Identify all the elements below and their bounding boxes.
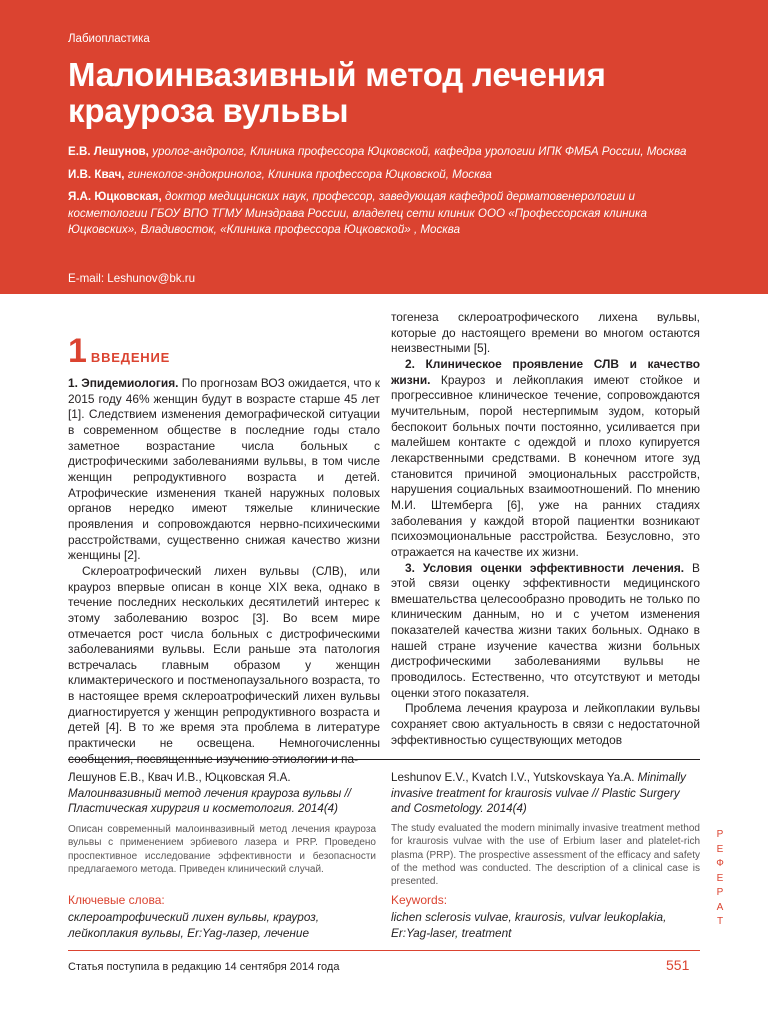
body-divider [68,759,700,760]
keywords-ru: склероатрофический лихен вульвы, крауроз, лейкоплакия вульвы, Er:Yag-лазер, лечение [68,910,320,940]
paragraph-clinical: 2. Клиническое проявление СЛВ и качество жизни. Крауроз и лейкоплакия имеют стойкое и прогрессивное клиническое течение, сопровождаются мучительным, порой нестерпимым зудом, который беспокоит больных почти постоянно, усиливается при малейшем контакте с одеждой и плохо купируется лекарственными средствами. В конечном итоге зуд становится причиной эмоциональных расстройств, нарушения социальных взаимоотношений. По мнению М.И. Штемберга [6], уже на ранних стадиях заболевания у каждой второй пациентки возникают психоэмоциональные расстройства. Безусловно, это отражается на качестве их жизни. [391,356,700,559]
paragraph-pathogenesis: тогенеза склероатрофического лихена вульвы, которые до настоящего времени во многом остаются неизвестными [5]. [391,310,700,356]
right-column [391,310,700,748]
article-header [0,0,768,294]
keywords-heading-en: Keywords: [391,893,448,907]
citation-en: Leshunov E.V., Kvatch I.V., Yutskovskaya Ya.A. Minimally invasive treatment for kraurosis vulvae // Plastic Surgery and Cosmetology. 2014(4) [391,771,686,815]
footer-divider [68,950,700,951]
article-title [68,57,708,129]
author-1: Е.В. Лешунов, уролог-андролог, Клиника профессора Юцковской, кафедра урологии ИПК ФМБА России, Москва [68,145,687,158]
paragraph-assessment: 3. Условия оценки эффективности лечения. В этой связи оценку эффективности медицинского вмешательства целесообразно проводить не только по клиническим данным, но и с учетом изменения показателей качества жизни таких больных. Однако в нашей стране изучение качества жизни больных дистрофическими заболеваниями вульвы не проводилось. Естественно, что отсутствуют и методы оценки этого показателя. [391,560,700,700]
paragraph-lichen-history: Склероатрофический лихен вульвы (СЛВ), или крауроз впервые описан в конце XIX века, однако в течение последних нескольких десятилетий интерес к этому заболеванию возрос [3]. Во всем мире отмечается рост числа больных с дистрофическими заболеваниями вульвы. Если раньше эта патология встречалась главным образом у женщин климактерического и постменопаузального возраста, то в настоящее время склероатрофический лихен вульвы диагностируется у женщин репродуктивного возраста и детей [4]. В то же время эта проблема в литературе практически не освещена. Немногочисленны сообщения, посвященные изучению этиологии и па- [68,563,380,766]
citation-ru: Лешунов Е.В., Квач И.В., Юцковская Я.А. Малоинвазивный метод лечения крауроза вульвы // Пластическая хирургия и косметология. 2014(4) [68,771,351,815]
keywords-heading-ru: Ключевые слова: [68,893,165,907]
section-number: 1 [68,332,87,370]
rubric: Лабиопластика [68,33,150,45]
section-heading [68,334,170,368]
author-2: И.В. Квач, гинеколог-эндокринолог, Клиника профессора Юцковской, Москва [68,167,492,181]
paragraph-epidemiology: 1. Эпидемиология. По прогнозам ВОЗ ожидается, что к 2015 году 46% женщин будут в возрасте старше 45 лет [1]. Следствием изменения демографической ситуации в современном обществе в последние годы стало заметное возрастание числа больных с дистрофическими заболеваниями вульвы, в том числе женщин репродуктивного возраста и детей. Атрофические изменения тканей наружных половых органов нередко имеют тяжелые клинические проявления и сопровождаются нервно-психическими расстройствами, существенно снижая качество жизни женщины [2]. [68,376,380,563]
abstract-side-label: Р Е Ф Е Р А Т [716,829,724,927]
keywords-en: lichen sclerosis vulvae, kraurosis, vulvar leukoplakia, Er:Yag-laser, treatment [391,910,667,940]
section-title: ВВЕДЕНИЕ [90,350,171,365]
author-list [68,144,708,245]
page-number: 551 [666,957,690,973]
paragraph-problem: Проблема лечения крауроза и лейкоплакии вульвы сохраняет свою актуальность в связи с недостаточной эффективностью существующих методов [391,701,700,747]
title-line-2: крауроза вульвы [68,92,349,129]
title-line-1: Малоинвазивный метод лечения [68,56,606,93]
abstract-en: The study evaluated the modern minimally invasive treatment method for kraurosis vulvae with the use of Erbium laser and platelet-rich plasma (PRP). The prospective assessment of the efficacy and safety of the method was conducted. The description of a clinical case is presented. [391,823,700,888]
received-date: Статья поступила в редакцию 14 сентября 2014 года [68,961,340,973]
contact-email[interactable]: E-mail: Leshunov@bk.ru [68,272,196,285]
abstract-ru: Описан современный малоинвазивный метод лечения крауроза вульвы с применением эрбиевого лазера и PRP. Проведено проспективное исследование эффективности и безопасности предлагаемого метода. Приведен клинический случай. [68,824,376,875]
left-column [68,376,380,767]
author-3: Я.А. Юцковская, доктор медицинских наук, профессор, заведующая кафедрой дерматовенерологии и косметологии ГБОУ ВПО ТГМУ Минздрава России, владелец сети клиник ООО «Профессорская клиника Юцковских», Владивосток, «Клиника профессора Юцковской» , Москва [68,190,647,236]
